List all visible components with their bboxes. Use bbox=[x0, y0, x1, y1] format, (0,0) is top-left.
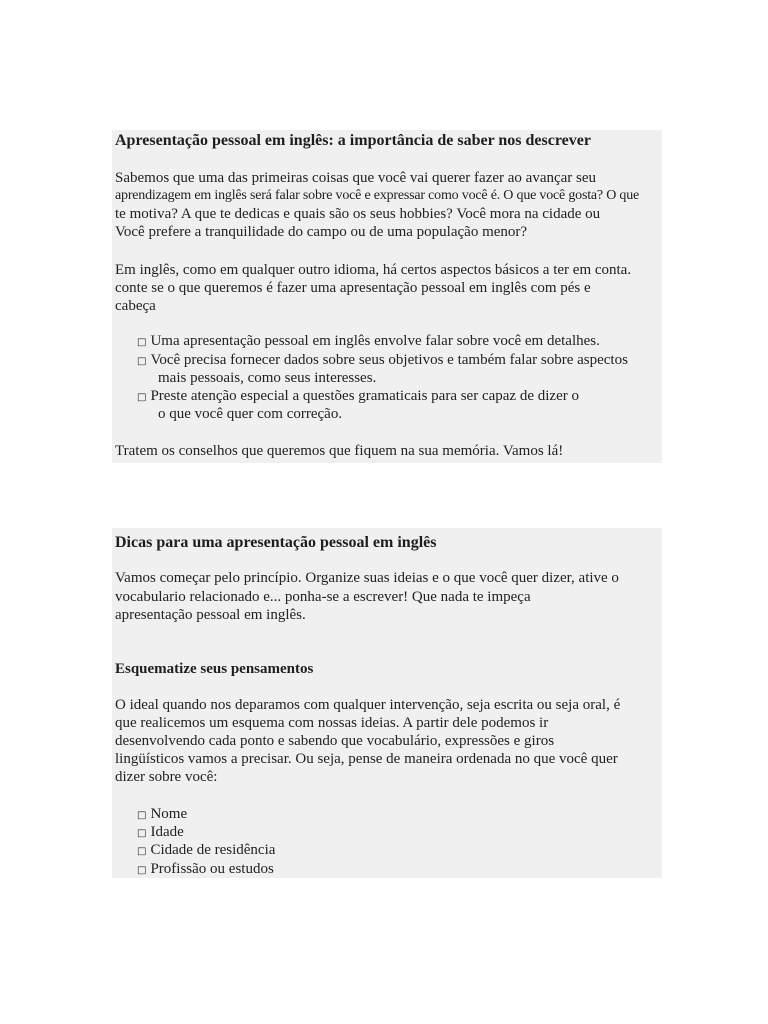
paragraph-line: vocabulario relacionado e... ponha-se a escrever! Que nada te impeça bbox=[115, 589, 531, 605]
page-title: Apresentação pessoal em inglês: a importância de saber nos descrever bbox=[115, 132, 591, 149]
paragraph-line: lingüísticos vamos a precisar. Ou seja, pense de maneira ordenada no que você quer bbox=[115, 751, 618, 767]
intro-line: te motiva? A que te dedicas e quais são os seus hobbies? Você mora na cidade ou bbox=[115, 206, 601, 222]
checkbox-square-icon: □ bbox=[137, 828, 147, 839]
intro-line: Você prefere a tranquilidade do campo ou de uma população menor? bbox=[115, 224, 528, 240]
checkbox-square-icon: □ bbox=[137, 337, 147, 348]
paragraph-line: Em inglês, como em qualquer outro idioma, há certos aspectos básicos a ter em conta. bbox=[115, 262, 632, 278]
list-item-text: Profissão ou estudos bbox=[150, 861, 274, 877]
list-item bbox=[137, 351, 628, 371]
list-item-continuation: o que você quer com correção. bbox=[158, 406, 343, 422]
checkbox-square-icon: □ bbox=[137, 865, 147, 876]
subsection-heading: Esquematize seus pensamentos bbox=[115, 661, 314, 677]
list-item bbox=[137, 805, 187, 825]
checkbox-square-icon: □ bbox=[137, 810, 147, 821]
paragraph-line: desenvolvendo cada ponto e sabendo que vocabulário, expressões e giros bbox=[115, 733, 555, 749]
paragraph-line: apresentação pessoal em inglês. bbox=[115, 607, 306, 623]
list-item bbox=[137, 841, 275, 861]
list-item-text: Cidade de residência bbox=[150, 842, 276, 858]
checkbox-square-icon: □ bbox=[137, 846, 147, 857]
checkbox-square-icon: □ bbox=[137, 356, 147, 367]
intro-line: aprendizagem em inglês será falar sobre você e expressar como você é. O que você gosta? O que bbox=[115, 188, 640, 203]
list-item-text: Nome bbox=[150, 806, 188, 822]
list-item bbox=[137, 387, 579, 407]
paragraph-line: conte se o que queremos é fazer uma apresentação pessoal em inglês com pés e bbox=[115, 280, 591, 296]
list-item bbox=[137, 823, 184, 843]
list-item bbox=[137, 860, 274, 880]
list-item-text: Uma apresentação pessoal em inglês envolve falar sobre você em detalhes. bbox=[150, 333, 600, 349]
paragraph-line: O ideal quando nos deparamos com qualquer intervenção, seja escrita ou seja oral, é bbox=[115, 697, 621, 713]
list-item bbox=[137, 332, 600, 352]
section-heading: Dicas para uma apresentação pessoal em inglês bbox=[115, 534, 437, 551]
list-item-text: Idade bbox=[150, 824, 184, 840]
closing-line: Tratem os conselhos que queremos que fiquem na sua memória. Vamos lá! bbox=[115, 443, 564, 459]
list-item-continuation: mais pessoais, como seus interesses. bbox=[158, 370, 377, 386]
checkbox-square-icon: □ bbox=[137, 392, 147, 403]
list-item-text: Preste atenção especial a questões gramaticais para ser capaz de dizer o bbox=[150, 388, 579, 404]
paragraph-line: cabeça bbox=[115, 298, 156, 314]
list-item-text: Você precisa fornecer dados sobre seus objetivos e também falar sobre aspectos bbox=[150, 352, 628, 368]
paragraph-line: dizer sobre você: bbox=[115, 769, 218, 785]
paragraph-line: que realicemos um esquema com nossas ideias. A partir dele podemos ir bbox=[115, 715, 549, 731]
intro-line: Sabemos que uma das primeiras coisas que você vai querer fazer ao avançar seu bbox=[115, 170, 597, 186]
paragraph-line: Vamos começar pelo princípio. Organize suas ideias e o que você quer dizer, ative o bbox=[115, 570, 619, 586]
